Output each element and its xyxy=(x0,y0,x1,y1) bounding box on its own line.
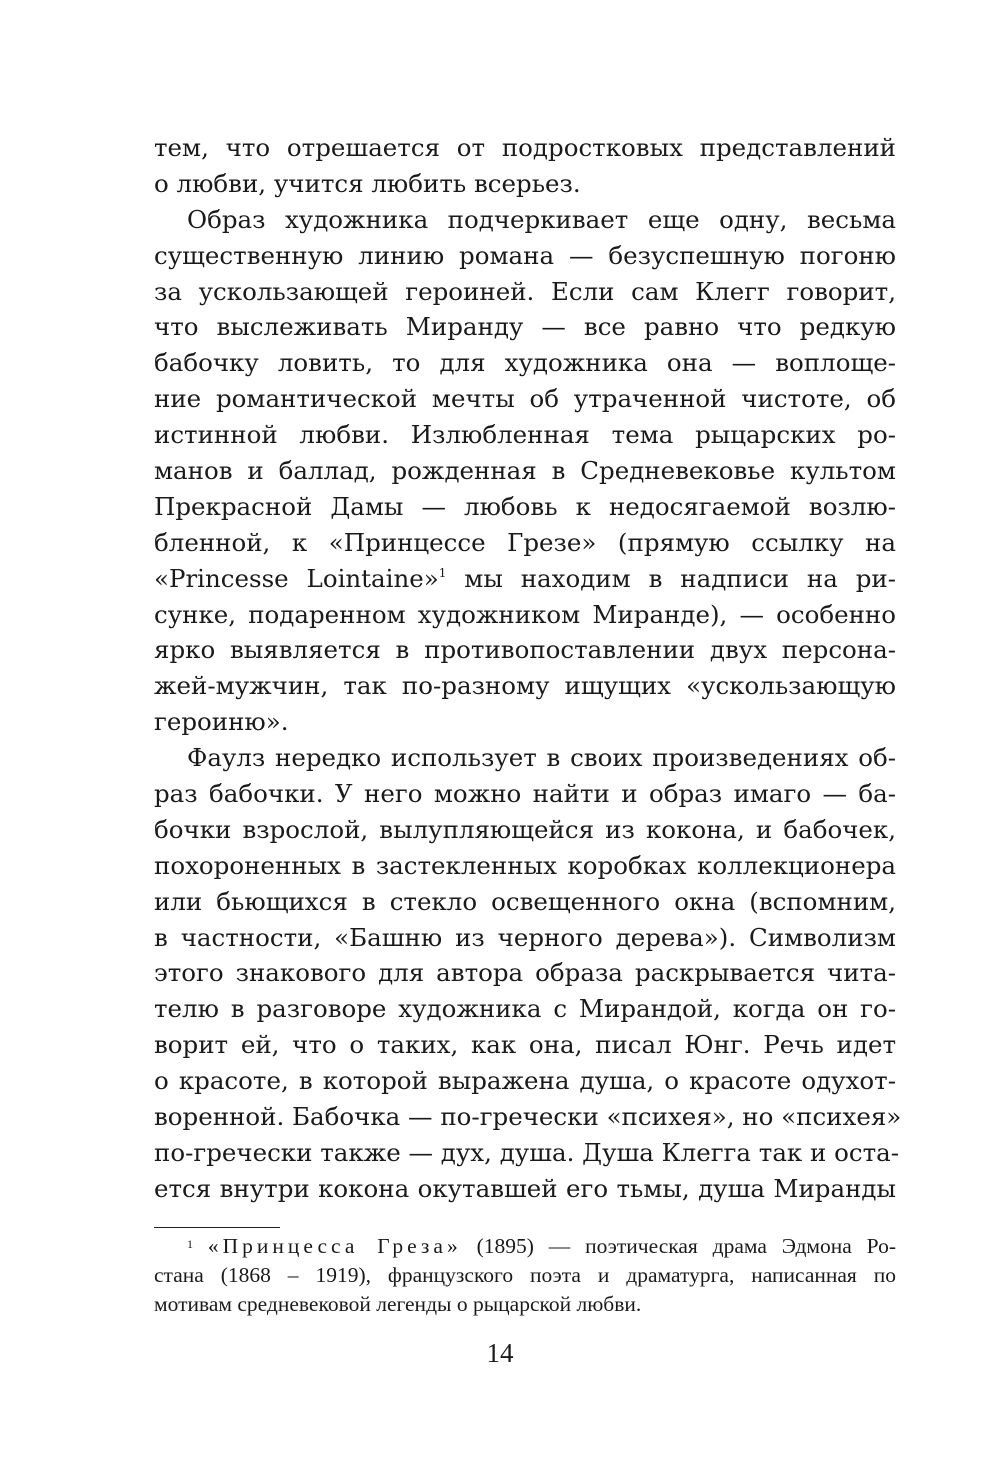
text-line: бабочку ловить, то для художника она — воплоще- xyxy=(154,348,896,378)
footnote-marker: 1 xyxy=(187,1237,193,1251)
page-number: 14 xyxy=(486,1338,514,1368)
text-line: о красоте, в которой выражена душа, о красоте одухот- xyxy=(154,1066,896,1096)
footnote-line xyxy=(154,1232,896,1261)
text-line: или бьющихся в стекло освещенного окна (вспомним, xyxy=(154,886,896,916)
text-line: ворит ей, что о таких, как она, писал Юнг. Речь идет xyxy=(154,1030,896,1060)
text-line: раз бабочки. У него можно найти и образ имаго — ба- xyxy=(154,779,896,809)
text-line: телю в разговоре художника с Мирандой, когда он го- xyxy=(154,994,896,1024)
text-line: в частности, «Башню из черного дерева»). Символизм xyxy=(154,922,896,952)
text-line: Прекрасной Дамы — любовь к недосягаемой возлю- xyxy=(154,491,896,521)
footnote-separator xyxy=(154,1227,280,1228)
text-line: манов и баллад, рожденная в Средневековье культом xyxy=(154,456,896,486)
text-line: ние романтической мечты об утраченной чистоте, об xyxy=(154,384,896,414)
footnote xyxy=(154,1232,896,1319)
text-line: воренной. Бабочка — по-гречески «психея», но «психея» xyxy=(154,1102,902,1132)
text-line: о любви, учится любить всерьез. xyxy=(154,168,581,198)
text-line: существенную линию романа — безуспешную погоню xyxy=(154,240,896,270)
footnote-line: мотивам средневековой легенды о рыцарской любви. xyxy=(154,1292,642,1316)
text-fragment: мы находим в надписи на ри- xyxy=(446,563,896,593)
text-line: этого знакового для автора образа раскрывается чита- xyxy=(154,958,896,988)
footnote-text: (1895) — поэтическая драма Эдмона Ро- xyxy=(461,1234,896,1258)
text-line: истинной любви. Излюбленная тема рыцарских ро- xyxy=(154,420,896,450)
text-line: бленной, к «Принцессе Грезе» (прямую ссылку на xyxy=(154,527,896,557)
text-line xyxy=(154,561,896,597)
text-line: сунке, подаренном художником Миранде), — особенно xyxy=(154,599,896,629)
footnote-reference[interactable]: 1 xyxy=(438,565,447,580)
text-line: что выслеживать Миранду — все равно что редкую xyxy=(154,312,896,342)
text-line: за ускользающей героиней. Если сам Клегг говорит, xyxy=(154,276,896,306)
text-line: жей-мужчин, так по-разному ищущих «ускользающую xyxy=(154,671,896,701)
footnote-line: стана (1868 – 1919), французского поэта и драматурга, написанная по xyxy=(154,1263,896,1287)
body-text xyxy=(154,130,902,1207)
text-line: бочки взрослой, вылупляющейся из кокона, и бабочек, xyxy=(154,814,896,844)
text-line: ярко выявляется в противопоставлении двух персона- xyxy=(154,635,896,665)
footnote-title: «Принцесса Греза» xyxy=(207,1234,462,1258)
text-line: ется внутри кокона окутавшей его тьмы, душа Миранды xyxy=(154,1173,896,1203)
text-line: героиню». xyxy=(154,707,289,737)
text-line: Фаулз нередко использует в своих произведениях об- xyxy=(187,743,896,773)
text-line: тем, что отрешается от подростковых представлений xyxy=(154,133,896,162)
text-line: похороненных в застекленных коробках коллекционера xyxy=(154,850,896,880)
text-line: Образ художника подчеркивает еще одну, весьма xyxy=(187,204,896,234)
text-fragment: «Princesse Lointaine» xyxy=(154,563,439,593)
text-line: по-гречески также — дух, душа. Душа Клегга так и оста- xyxy=(154,1137,900,1167)
